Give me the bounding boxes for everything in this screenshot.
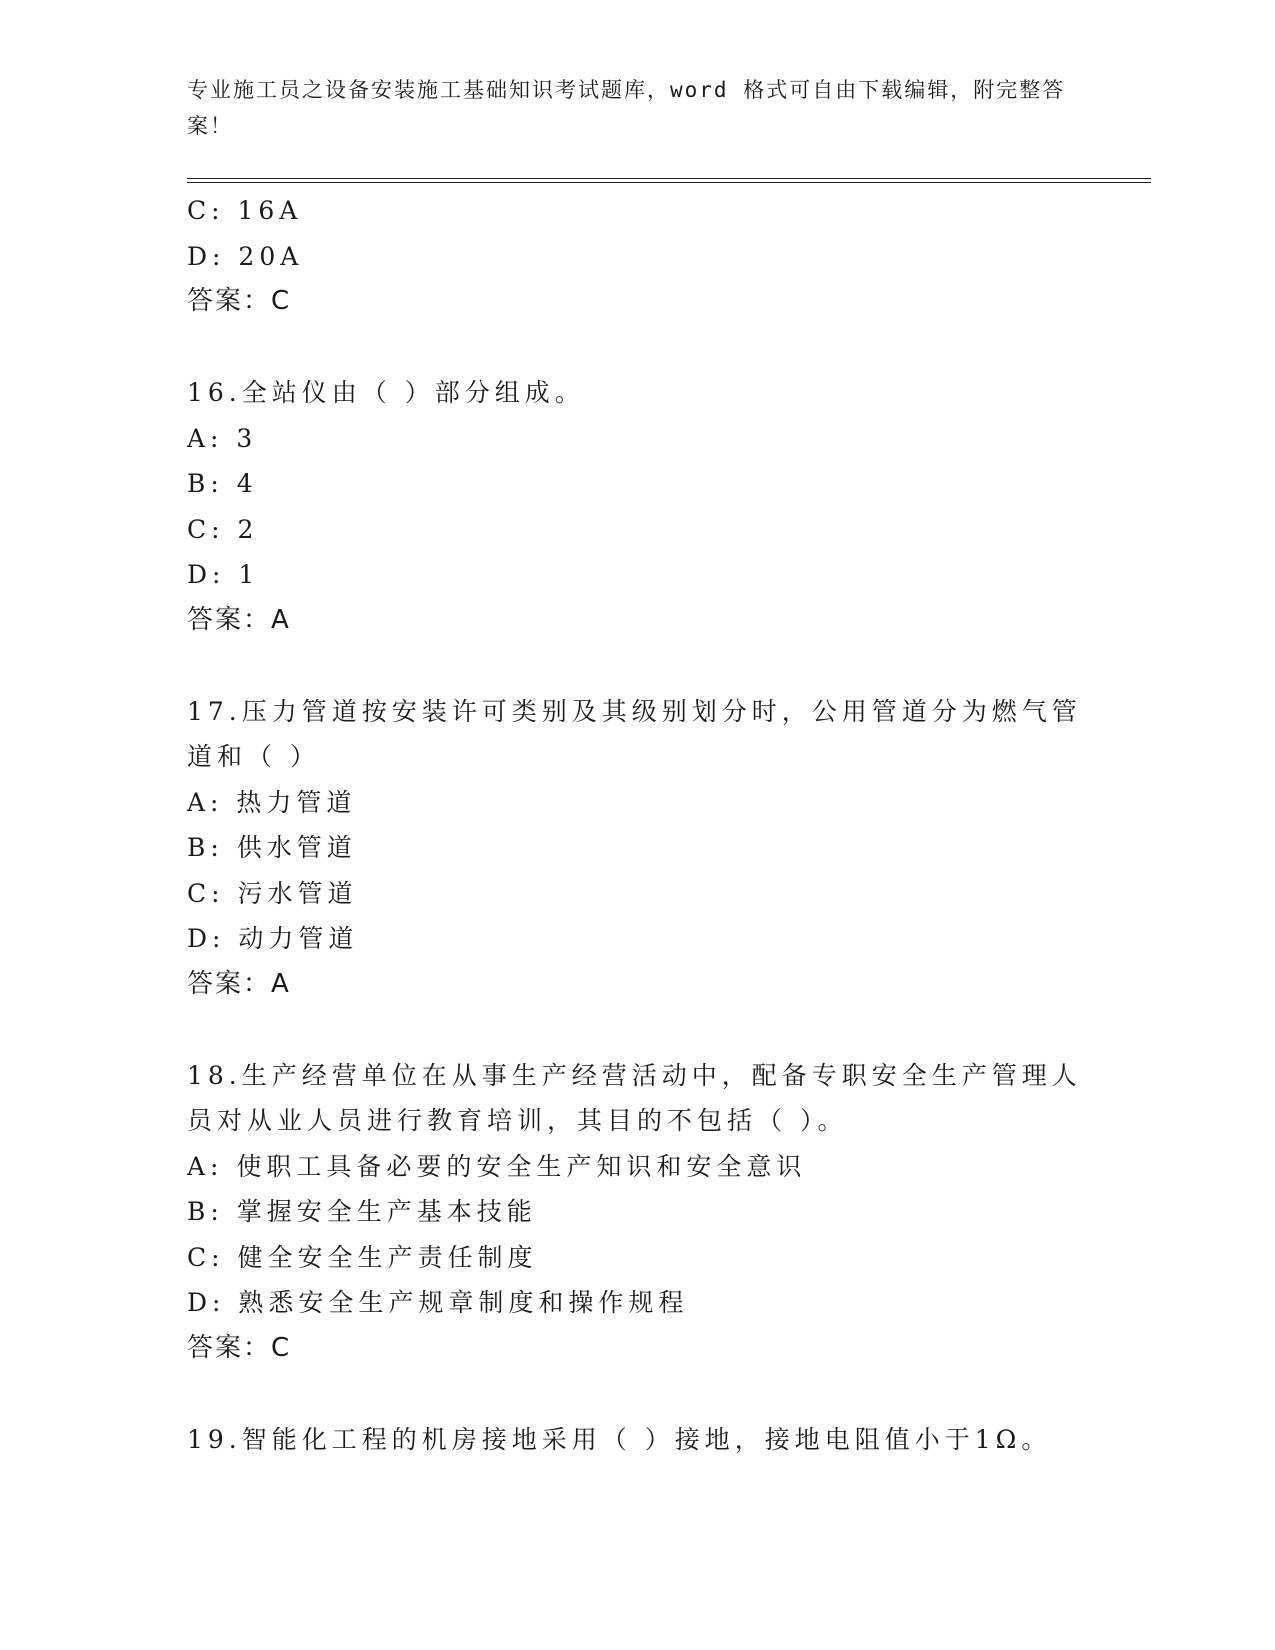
header-divider bbox=[187, 178, 1151, 179]
q16-option-c: C: 2 bbox=[187, 514, 259, 544]
q18-answer: 答案：C bbox=[187, 1332, 292, 1363]
header-divider-second bbox=[187, 182, 1151, 183]
document-header: 专业施工员之设备安装施工基础知识考试题库，word 格式可自由下载编辑，附完整答案！ bbox=[187, 78, 1066, 138]
question-16-text: 16.全站仪由（ ）部分组成。 bbox=[187, 378, 585, 407]
q16-answer: 答案：A bbox=[187, 604, 291, 635]
option-d: D: 20A bbox=[187, 241, 304, 271]
option-c: C: 16A bbox=[187, 196, 303, 225]
q16-option-b: B: 4 bbox=[187, 469, 258, 498]
spacer bbox=[187, 643, 1087, 689]
answer-line: 答案：C bbox=[187, 286, 292, 316]
q16-option-d: D: 1 bbox=[187, 560, 260, 589]
spacer bbox=[187, 1371, 1087, 1417]
q17-answer: 答案：A bbox=[187, 968, 291, 999]
q17-option-d: D: 动力管道 bbox=[187, 924, 359, 953]
q18-option-d: D: 熟悉安全生产规章制度和操作规程 bbox=[187, 1288, 689, 1317]
q18-option-c: C: 健全安全生产责任制度 bbox=[187, 1242, 538, 1272]
q16-option-a: A: 3 bbox=[187, 423, 258, 453]
spacer bbox=[187, 325, 1087, 371]
q17-option-a: A: 热力管道 bbox=[187, 787, 357, 817]
q18-option-a: A: 使职工具备必要的安全生产知识和安全意识 bbox=[187, 1151, 807, 1181]
question-list bbox=[187, 188, 1087, 1462]
question-18-text: 18.生产经营单位在从事生产经营活动中，配备专职安全生产管理人员对从业人员进行教育培训，其目的不包括（ ）。 bbox=[187, 1060, 1082, 1135]
q17-option-b: B: 供水管道 bbox=[187, 833, 357, 862]
question-17-text: 17.压力管道按安装许可类别及其级别划分时，公用管道分为燃气管道和（ ） bbox=[187, 696, 1082, 771]
q17-option-c: C: 污水管道 bbox=[187, 878, 358, 908]
spacer bbox=[187, 1007, 1087, 1053]
question-19-text: 19.智能化工程的机房接地采用（ ）接地，接地电阻值小于1Ω。 bbox=[187, 1424, 1052, 1454]
q18-option-b: B: 掌握安全生产基本技能 bbox=[187, 1197, 537, 1226]
